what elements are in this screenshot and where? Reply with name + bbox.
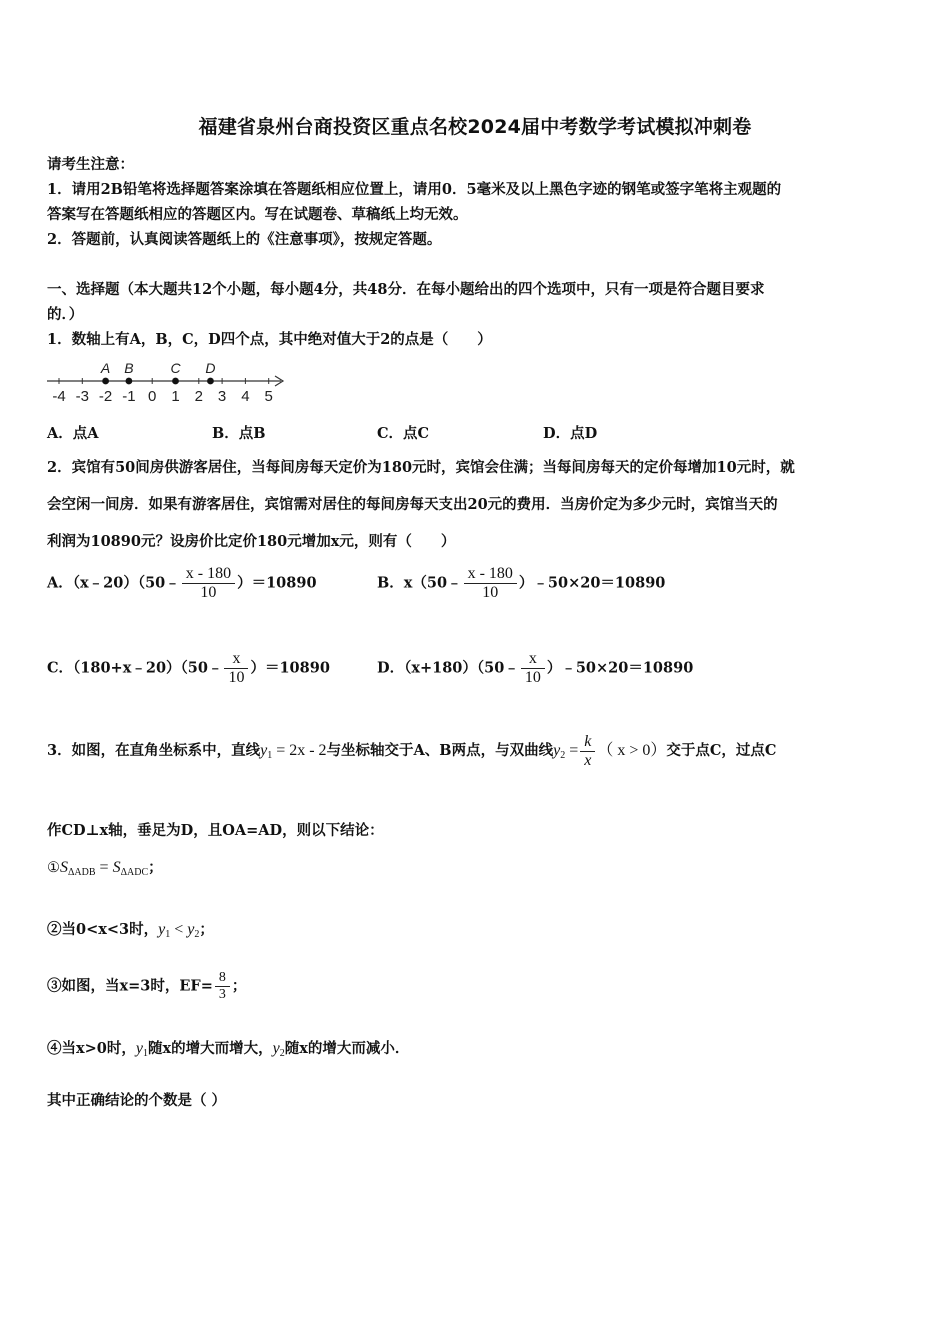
q2-option-b-fraction — [464, 565, 517, 602]
number-line-tick-label: -3 — [75, 388, 89, 405]
q3-stem-line-2: 作CD⊥x轴，垂足为D，且OA=AD，则以下结论： — [47, 822, 384, 839]
number-line-point-label: B — [124, 360, 134, 376]
q3-hyp-fraction — [580, 733, 595, 770]
q3-line-equation — [260, 742, 327, 762]
number-line-tick-label: -1 — [122, 388, 136, 405]
q2-line-1: 2．宾馆有50间房供游客居住，当每间房每天定价为180元时，宾馆会住满；当每间房每天的定价每增加10元时，就 — [47, 459, 795, 476]
q3-c1-s2: S — [112, 859, 121, 876]
q2-option-c-num: x — [224, 650, 248, 669]
notice-line-2: 2．答题前，认真阅读答题纸上的《注意事项》，按规定答题。 — [47, 231, 442, 248]
q2-option-b — [377, 565, 665, 602]
q3-c1-mark: ① — [47, 860, 60, 876]
q3-hyp-den: x — [584, 752, 592, 769]
q3-c4-y2-letter: y — [272, 1040, 280, 1057]
number-line-tick-label: 4 — [241, 388, 250, 405]
q2-option-c-den: 10 — [228, 669, 245, 686]
q2-option-a-num: x - 180 — [182, 565, 235, 584]
q3-condition: （ x > 0） — [597, 742, 667, 760]
q2-option-b-num: x - 180 — [464, 565, 517, 584]
section-1-heading: 一、选择题（本大题共12个小题，每小题4分，共48分．在每小题给出的四个选项中，只有一项是符合题目要求 — [47, 281, 765, 298]
q1-option-c: C．点C — [377, 425, 430, 442]
q1-number-line — [45, 358, 295, 406]
number-line-point — [207, 378, 214, 385]
q3-c4-y2 — [273, 1040, 285, 1057]
q2-option-d — [377, 650, 693, 687]
q2-option-c — [47, 650, 330, 687]
q3-conclusion-1 — [47, 856, 163, 878]
number-line-point-label: D — [205, 360, 216, 376]
q2-option-c-post: ）＝10890 — [250, 659, 330, 677]
q3-c4-pre: ④当x>0时， — [47, 1040, 136, 1057]
q2-line-2: 会空闲一间房．如果有游客居住，宾馆需对居住的每间房每天支出20元的费用．当房价定为多少元时，宾馆当天的 — [47, 496, 778, 513]
q3-c4-end: 随x的增大而减小． — [284, 1040, 410, 1057]
q1-stem: 1．数轴上有A，B，C，D四个点，其中绝对值大于2的点是（ ） — [47, 331, 492, 348]
q2-option-b-post: ）﹣50×20＝10890 — [518, 574, 666, 592]
number-line-tick-label: 5 — [264, 388, 273, 405]
notice-line-1b: 答案写在答题纸相应的答题区内。写在试题卷、草稿纸上均无效。 — [47, 206, 468, 223]
q3-c4-y2-sub: 2 — [279, 1048, 285, 1059]
q3-line-rhs: = 2x - 2 — [272, 742, 327, 760]
q1-option-b: B．点B — [212, 425, 266, 442]
q2-option-a-fraction — [182, 565, 235, 602]
q3-c2-expression — [158, 921, 199, 938]
q3-hyp-sub: 2 — [560, 750, 566, 762]
number-line-tick-label: 3 — [217, 388, 227, 405]
q3-conclusion-2 — [47, 918, 214, 940]
number-line-tick-label: 0 — [148, 388, 157, 405]
q2-option-c-fraction — [224, 650, 248, 687]
q3-c2-lt: < — [170, 921, 188, 938]
q2-option-d-fraction — [521, 650, 545, 687]
q3-line-y: y — [260, 742, 268, 760]
q3-c4-y1-sub: 1 — [143, 1048, 148, 1059]
q3-c4-y1 — [136, 1040, 148, 1057]
q2-option-a-post: ）＝10890 — [237, 574, 317, 592]
q3-c3-end: ； — [231, 977, 247, 995]
section-1-heading-cont: 的．） — [47, 306, 84, 323]
q3-part-3: 交于点C，过点C — [666, 742, 777, 760]
q1-option-d: D．点D — [543, 425, 598, 442]
q3-c4-mid: 随x的增大而增大， — [148, 1040, 273, 1057]
q3-c1-s: S — [60, 859, 68, 876]
q3-c4-y1-letter: y — [135, 1040, 143, 1057]
q3-part-1: 3．如图，在直角坐标系中，直线 — [47, 742, 261, 760]
number-line-point-label: C — [170, 360, 181, 376]
q3-c2-s1: 1 — [165, 929, 171, 940]
q2-option-a — [47, 565, 317, 602]
q2-option-c-pre: C．（180+x﹣20）（50﹣ — [47, 659, 223, 677]
page-title: 福建省泉州台商投资区重点名校2024届中考数学考试模拟冲刺卷 — [198, 116, 752, 138]
q3-hyp-num: k — [580, 733, 595, 752]
number-line-point-label: A — [100, 360, 111, 376]
q3-stem-line-1 — [47, 733, 776, 770]
q1-option-a: A．点A — [47, 425, 99, 442]
q3-c2-y1: y — [158, 921, 166, 938]
q2-option-d-pre: D．（x+180）（50﹣ — [377, 659, 519, 677]
number-line-point — [126, 378, 133, 385]
q3-c1-end: ； — [148, 859, 163, 876]
number-line-point — [102, 378, 109, 385]
q3-hyp-eq: = — [565, 742, 579, 760]
number-line-tick-label: -4 — [52, 388, 66, 405]
q3-c2-end: ； — [199, 921, 214, 938]
q2-option-a-pre: A．（x﹣20）（50﹣ — [47, 574, 180, 592]
number-line-point — [172, 378, 179, 385]
q2-option-b-den: 10 — [482, 584, 499, 601]
q3-c1-eq: = — [95, 859, 113, 876]
q3-c1-expression — [60, 859, 148, 876]
number-line-tick-label: -2 — [98, 388, 113, 405]
number-line-tick-label: 2 — [194, 388, 203, 405]
q3-part-2: 与坐标轴交于A、B两点，与双曲线 — [326, 742, 554, 760]
q3-c2-y2: y — [187, 921, 195, 938]
q3-c1-sub2: ΔADC — [120, 867, 149, 878]
q3-c3-pre: ③如图，当x=3时，EF= — [47, 977, 213, 995]
q3-conclusion-3 — [47, 970, 246, 1003]
q3-c2-pre: ②当0<x<3时， — [47, 921, 159, 938]
q2-option-a-den: 10 — [200, 584, 217, 601]
q3-final-question: 其中正确结论的个数是（ ） — [47, 1092, 227, 1109]
q2-option-d-post: ）﹣50×20＝10890 — [546, 659, 694, 677]
q2-line-3: 利润为10890元？设房价比定价180元增加x元，则有（ ） — [47, 533, 456, 550]
q3-c3-den: 3 — [218, 987, 226, 1002]
q2-option-b-pre: B．x（50﹣ — [377, 574, 462, 592]
q2-option-d-num: x — [521, 650, 545, 669]
number-line-tick-label: 1 — [171, 388, 180, 405]
q3-conclusion-4 — [47, 1037, 409, 1059]
q3-c3-fraction — [215, 970, 230, 1003]
q2-option-d-den: 10 — [524, 669, 541, 686]
q3-c2-s2: 2 — [194, 929, 200, 940]
notice-line-1: 1．请用2B铅笔将选择题答案涂填在答题纸相应位置上，请用0．5毫米及以上黑色字迹的钢笔或签字笔将主观题的 — [47, 181, 782, 198]
q3-hyp-y: y — [553, 742, 561, 760]
q3-line-sub: 1 — [267, 750, 273, 762]
q3-c3-num: 8 — [215, 970, 230, 987]
q3-c1-sub1: ΔADB — [68, 867, 96, 878]
q3-hyperbola-equation — [553, 733, 597, 769]
notice-heading: 请考生注意： — [47, 156, 134, 173]
